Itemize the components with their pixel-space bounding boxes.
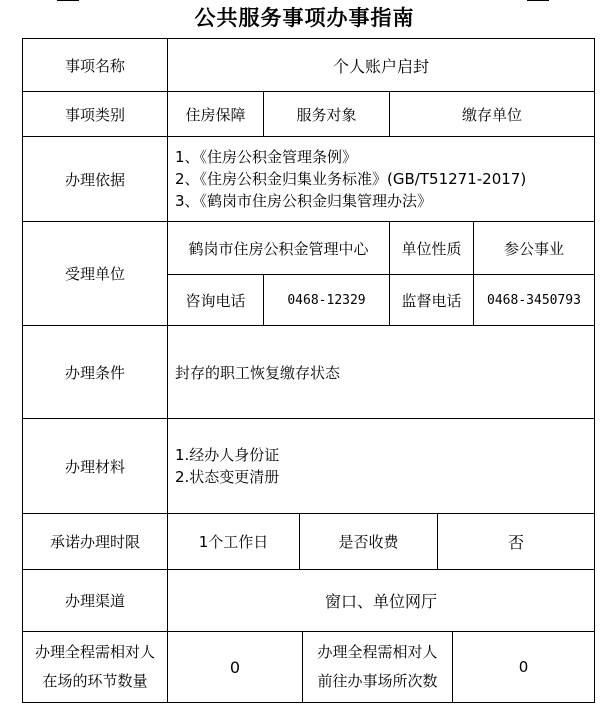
material-item: 2.状态变更清册 xyxy=(175,468,280,486)
handling-unit-name: 鹤岗市住房公积金管理中心 xyxy=(167,221,390,275)
basis-item: 2、《住房公积金归集业务标准》(GB/T51271-2017) xyxy=(175,170,527,188)
material-item: 1.经办人身份证 xyxy=(175,446,280,464)
presence-count-label xyxy=(22,631,168,703)
basis-item: 3、《鹤岗市住房公积金归集管理办法》 xyxy=(175,192,433,210)
page-title: 公共服务事项办事指南 xyxy=(194,6,415,30)
materials-label: 办理材料 xyxy=(22,418,168,514)
top-border-left xyxy=(57,0,79,1)
unit-nature-value: 参公事业 xyxy=(473,221,595,275)
visits-count-label xyxy=(302,631,453,703)
consult-phone-value: 0468-12329 xyxy=(263,274,390,326)
supervise-phone-label: 监督电话 xyxy=(389,274,474,326)
presence-count-value: 0 xyxy=(167,631,303,703)
time-limit-label: 承诺办理时限 xyxy=(22,513,168,570)
conditions-value: 封存的职工恢复缴存状态 xyxy=(167,325,595,419)
presence-count-label-line1: 办理全程需相对人 xyxy=(34,643,155,661)
service-target-value: 缴存单位 xyxy=(389,91,595,137)
service-target-label: 服务对象 xyxy=(263,91,390,137)
basis-label: 办理依据 xyxy=(22,136,168,222)
handling-unit-label: 受理单位 xyxy=(22,221,168,326)
fee-value: 否 xyxy=(437,513,595,570)
item-category-value: 住房保障 xyxy=(167,91,264,137)
top-border-right xyxy=(527,0,549,1)
channel-label: 办理渠道 xyxy=(22,569,168,632)
supervise-phone-value: 0468-3450793 xyxy=(473,274,595,326)
basis-item: 1、《住房公积金管理条例》 xyxy=(175,148,358,166)
time-limit-value: 1个工作日 xyxy=(167,513,300,570)
item-name-label: 事项名称 xyxy=(22,38,168,92)
item-name-value: 个人账户启封 xyxy=(167,38,595,92)
visits-count-label-line1: 办理全程需相对人 xyxy=(317,643,438,661)
unit-nature-label: 单位性质 xyxy=(389,221,474,275)
channel-value: 窗口、单位网厅 xyxy=(167,569,595,632)
materials-list xyxy=(167,418,595,514)
consult-phone-label: 咨询电话 xyxy=(167,274,264,326)
basis-list xyxy=(167,136,595,222)
visits-count-value: 0 xyxy=(452,631,595,703)
item-category-label: 事项类别 xyxy=(22,91,168,137)
conditions-label: 办理条件 xyxy=(22,325,168,419)
fee-label: 是否收费 xyxy=(299,513,438,570)
presence-count-label-line2: 在场的环节数量 xyxy=(42,672,148,690)
visits-count-label-line2: 前往办事场所次数 xyxy=(317,672,438,690)
